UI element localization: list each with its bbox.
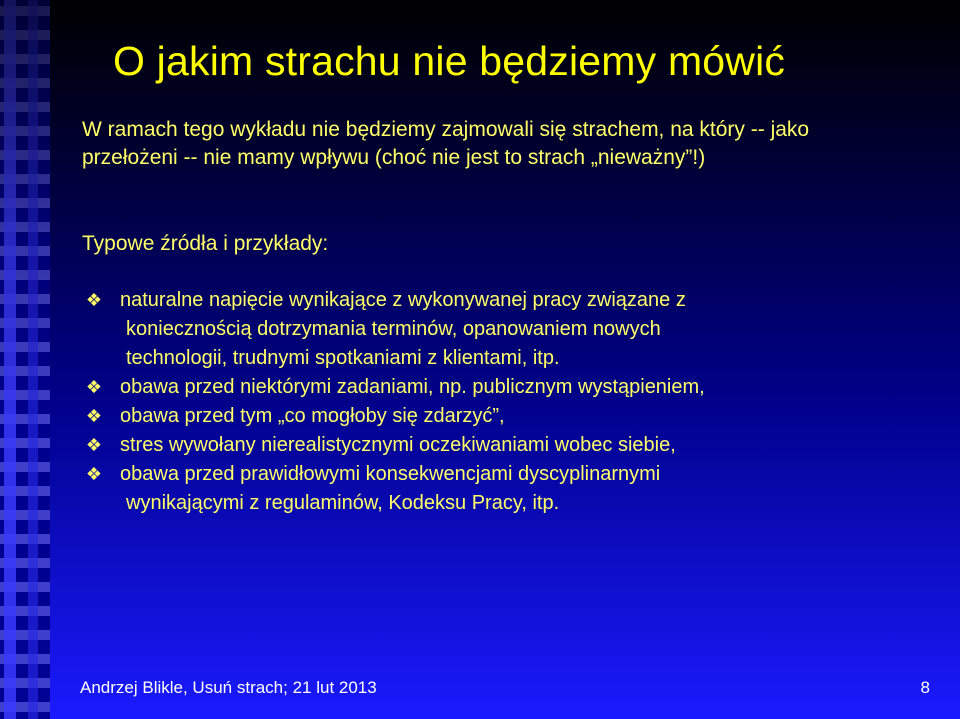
bullet-item xyxy=(82,431,872,460)
bullet-line: obawa przed niektórymi zadaniami, np. publicznym wystąpieniem, xyxy=(120,376,705,398)
bullet-line: wynikającymi z regulaminów, Kodeksu Pracy, itp. xyxy=(126,492,560,514)
bullet-item xyxy=(82,460,872,518)
diamond-bullet-icon: ❖ xyxy=(85,435,103,455)
bullet-line: obawa przed prawidłowymi konsekwencjami dyscyplinarnymi xyxy=(120,463,661,485)
intro-paragraph: W ramach tego wykładu nie będziemy zajmowali się strachem, na który -- jako przełożeni -- nie mamy wpływu (choć nie jest to strach „nieważny”!) xyxy=(82,118,810,169)
bullet-line: technologii, trudnymi spotkaniami z klientami, itp. xyxy=(126,347,560,369)
slide-title: O jakim strachu nie będziemy mówić xyxy=(113,38,786,84)
diamond-bullet-icon: ❖ xyxy=(85,406,103,426)
diamond-bullet-icon: ❖ xyxy=(85,377,103,397)
bullet-line: stres wywołany nierealistycznymi oczekiwaniami wobec siebie, xyxy=(120,434,676,456)
footer-page-number: 8 xyxy=(920,678,930,697)
bullet-item xyxy=(82,373,872,402)
bullet-line: naturalne napięcie wynikające z wykonywanej pracy związane z xyxy=(120,289,686,311)
footer-author-date: Andrzej Blikle, Usuń strach; 21 lut 2013 xyxy=(80,678,377,697)
bullet-list xyxy=(82,286,872,518)
diamond-bullet-icon: ❖ xyxy=(85,464,103,484)
bullet-line: koniecznością dotrzymania terminów, opanowaniem nowych xyxy=(126,318,661,340)
bullet-line: obawa przed tym „co mogłoby się zdarzyć”, xyxy=(120,405,505,427)
sources-heading: Typowe źródła i przykłady: xyxy=(82,232,329,255)
decorative-checker-strip xyxy=(0,0,50,719)
diamond-bullet-icon: ❖ xyxy=(85,290,103,310)
bullet-item xyxy=(82,402,872,431)
bullet-item xyxy=(82,286,872,373)
